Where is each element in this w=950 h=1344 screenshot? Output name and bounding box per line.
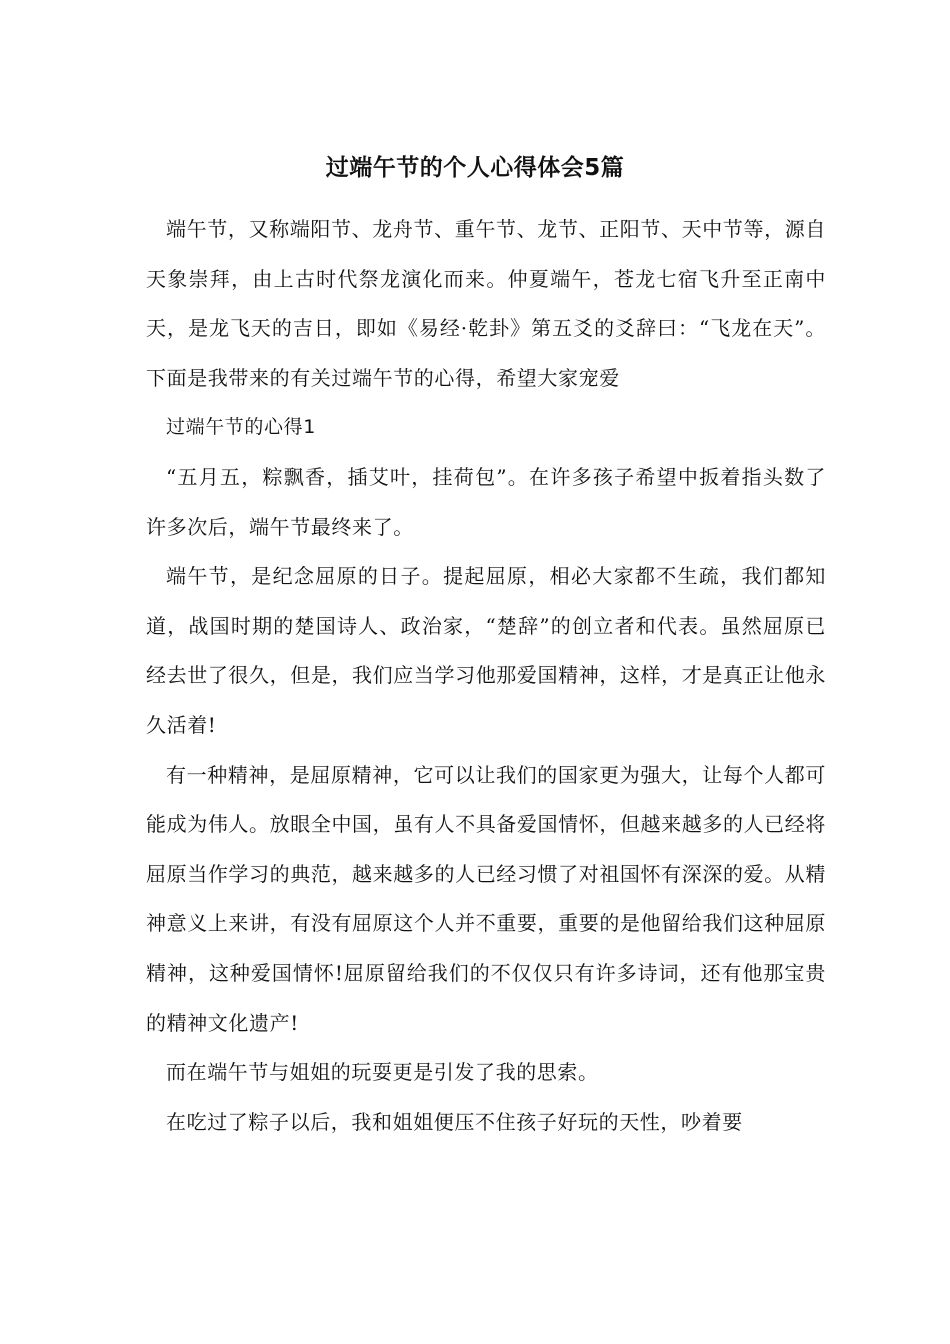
section-heading: 过端午节的心得1 — [166, 416, 316, 439]
body-paragraph: “五月五，粽飘香，插艾叶，挂荷包”。在许多孩子希望中扳着指头数了许多次后，端午节最终来了。 — [146, 464, 826, 539]
intro-paragraph: 端午节，又称端阳节、龙舟节、重午节、龙节、正阳节、天中节等，源自天象崇拜，由上古时代祭龙演化而来。仲夏端午，苍龙七宿飞升至正南中天，是龙飞天的吉日，即如《易经·乾卦》第五爻的爻辞曰：“飞龙在天”。下面是我带来的有关过端午节的心得，希望大家宠爱 — [146, 217, 826, 390]
document-body — [146, 205, 826, 1147]
document-title: 过端午节的个人心得体会5篇 — [325, 155, 625, 181]
body-paragraph: 有一种精神，是屈原精神，它可以让我们的国家更为强大，让每个人都可能成为伟人。放眼全中国，虽有人不具备爱国情怀，但越来越多的人已经将屈原当作学习的典范，越来越多的人已经习惯了对祖国怀有深深的爱。从精神意义上来讲，有没有屈原这个人并不重要，重要的是他留给我们这种屈原精神，这种爱国情怀!屈原留给我们的不仅仅只有许多诗词，还有他那宝贵的精神文化遗产! — [146, 762, 826, 1035]
body-paragraph: 端午节，是纪念屈原的日子。提起屈原，相必大家都不生疏，我们都知道，战国时期的楚国诗人、政治家，“楚辞”的创立者和代表。虽然屈原已经去世了很久，但是，我们应当学习他那爱国精神，这样，才是真正让他永久活着! — [146, 564, 826, 737]
body-paragraph: 在吃过了粽子以后，我和姐姐便压不住孩子好玩的天性，吵着要 — [166, 1109, 743, 1134]
body-paragraph: 而在端午节与姐姐的玩耍更是引发了我的思索。 — [166, 1060, 599, 1085]
